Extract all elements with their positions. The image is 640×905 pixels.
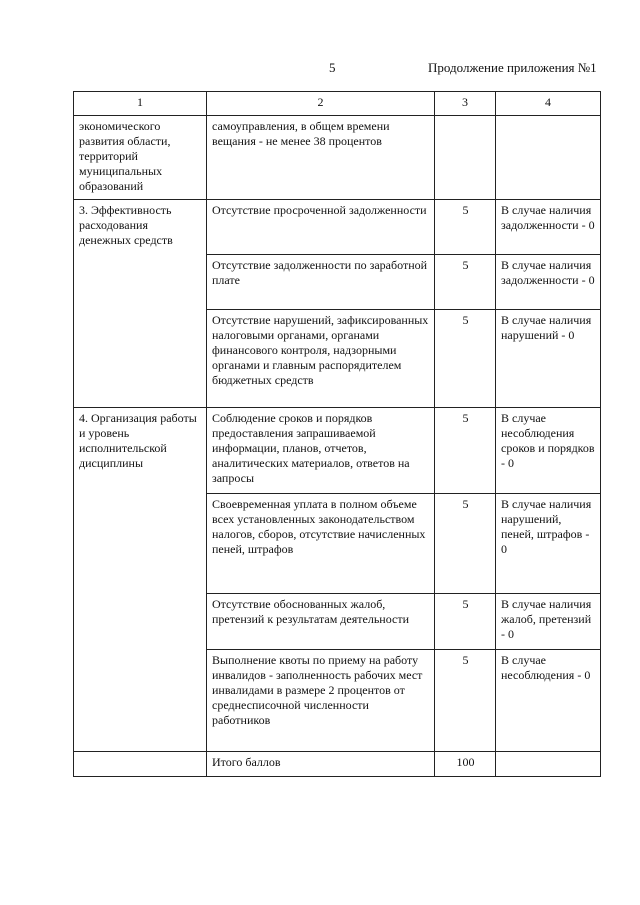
indicator-cell: Отсутствие просроченной задолженности [207, 200, 435, 255]
condition-cell [496, 116, 601, 200]
table-row [74, 408, 601, 494]
criterion-cell: 3. Эффективность расходования денежных средств [74, 200, 207, 408]
table-header-row [74, 92, 601, 116]
score-cell: 5 [435, 650, 496, 752]
score-cell: 5 [435, 200, 496, 255]
indicator-cell: Соблюдение сроков и порядков предоставления запрашиваемой информации, планов, отчетов, аналитических материалов, ответов на запросы [207, 408, 435, 494]
score-cell: 5 [435, 494, 496, 594]
column-header: 4 [496, 92, 601, 116]
indicator-cell: Отсутствие нарушений, зафиксированных налоговыми органами, органами финансового контроля, надзорными органами и главным распорядителем бюджетных средств [207, 310, 435, 408]
condition-cell: В случае несоблюдения - 0 [496, 650, 601, 752]
indicator-cell: Отсутствие задолженности по заработной плате [207, 255, 435, 310]
condition-cell: В случае наличия задолженности - 0 [496, 255, 601, 310]
criterion-cell: 4. Организация работы и уровень исполнительской дисциплины [74, 408, 207, 752]
total-empty-cell [74, 752, 207, 777]
total-empty-cell [496, 752, 601, 777]
condition-cell: В случае наличия жалоб, претензий - 0 [496, 594, 601, 650]
condition-cell: В случае наличия задолженности - 0 [496, 200, 601, 255]
criterion-cell: экономического развития области, территорий муниципальных образований [74, 116, 207, 200]
indicator-cell: Своевременная уплата в полном объеме всех установленных законодательством налогов, сборов, отсутствие начисленных пеней, штрафов [207, 494, 435, 594]
page-number: 5 [329, 60, 336, 75]
condition-cell: В случае наличия нарушений - 0 [496, 310, 601, 408]
column-header: 3 [435, 92, 496, 116]
appendix-note: Продолжение приложения №1 [428, 60, 597, 75]
total-label: Итого баллов [207, 752, 435, 777]
table-row [74, 200, 601, 255]
indicator-cell: самоуправления, в общем времени вещания - не менее 38 процентов [207, 116, 435, 200]
score-cell: 5 [435, 310, 496, 408]
score-cell: 5 [435, 408, 496, 494]
indicator-cell: Отсутствие обоснованных жалоб, претензий к результатам деятельности [207, 594, 435, 650]
table-row [74, 116, 601, 200]
criteria-table [73, 91, 601, 777]
score-cell [435, 116, 496, 200]
total-row [74, 752, 601, 777]
column-header: 2 [207, 92, 435, 116]
score-cell: 5 [435, 255, 496, 310]
condition-cell: В случае наличия нарушений, пеней, штрафов - 0 [496, 494, 601, 594]
indicator-cell: Выполнение квоты по приему на работу инвалидов - заполненность рабочих мест инвалидами в размере 2 процентов от среднесписочной численности работников [207, 650, 435, 752]
score-cell: 5 [435, 594, 496, 650]
condition-cell: В случае несоблюдения сроков и порядков - 0 [496, 408, 601, 494]
total-score: 100 [435, 752, 496, 777]
column-header: 1 [74, 92, 207, 116]
